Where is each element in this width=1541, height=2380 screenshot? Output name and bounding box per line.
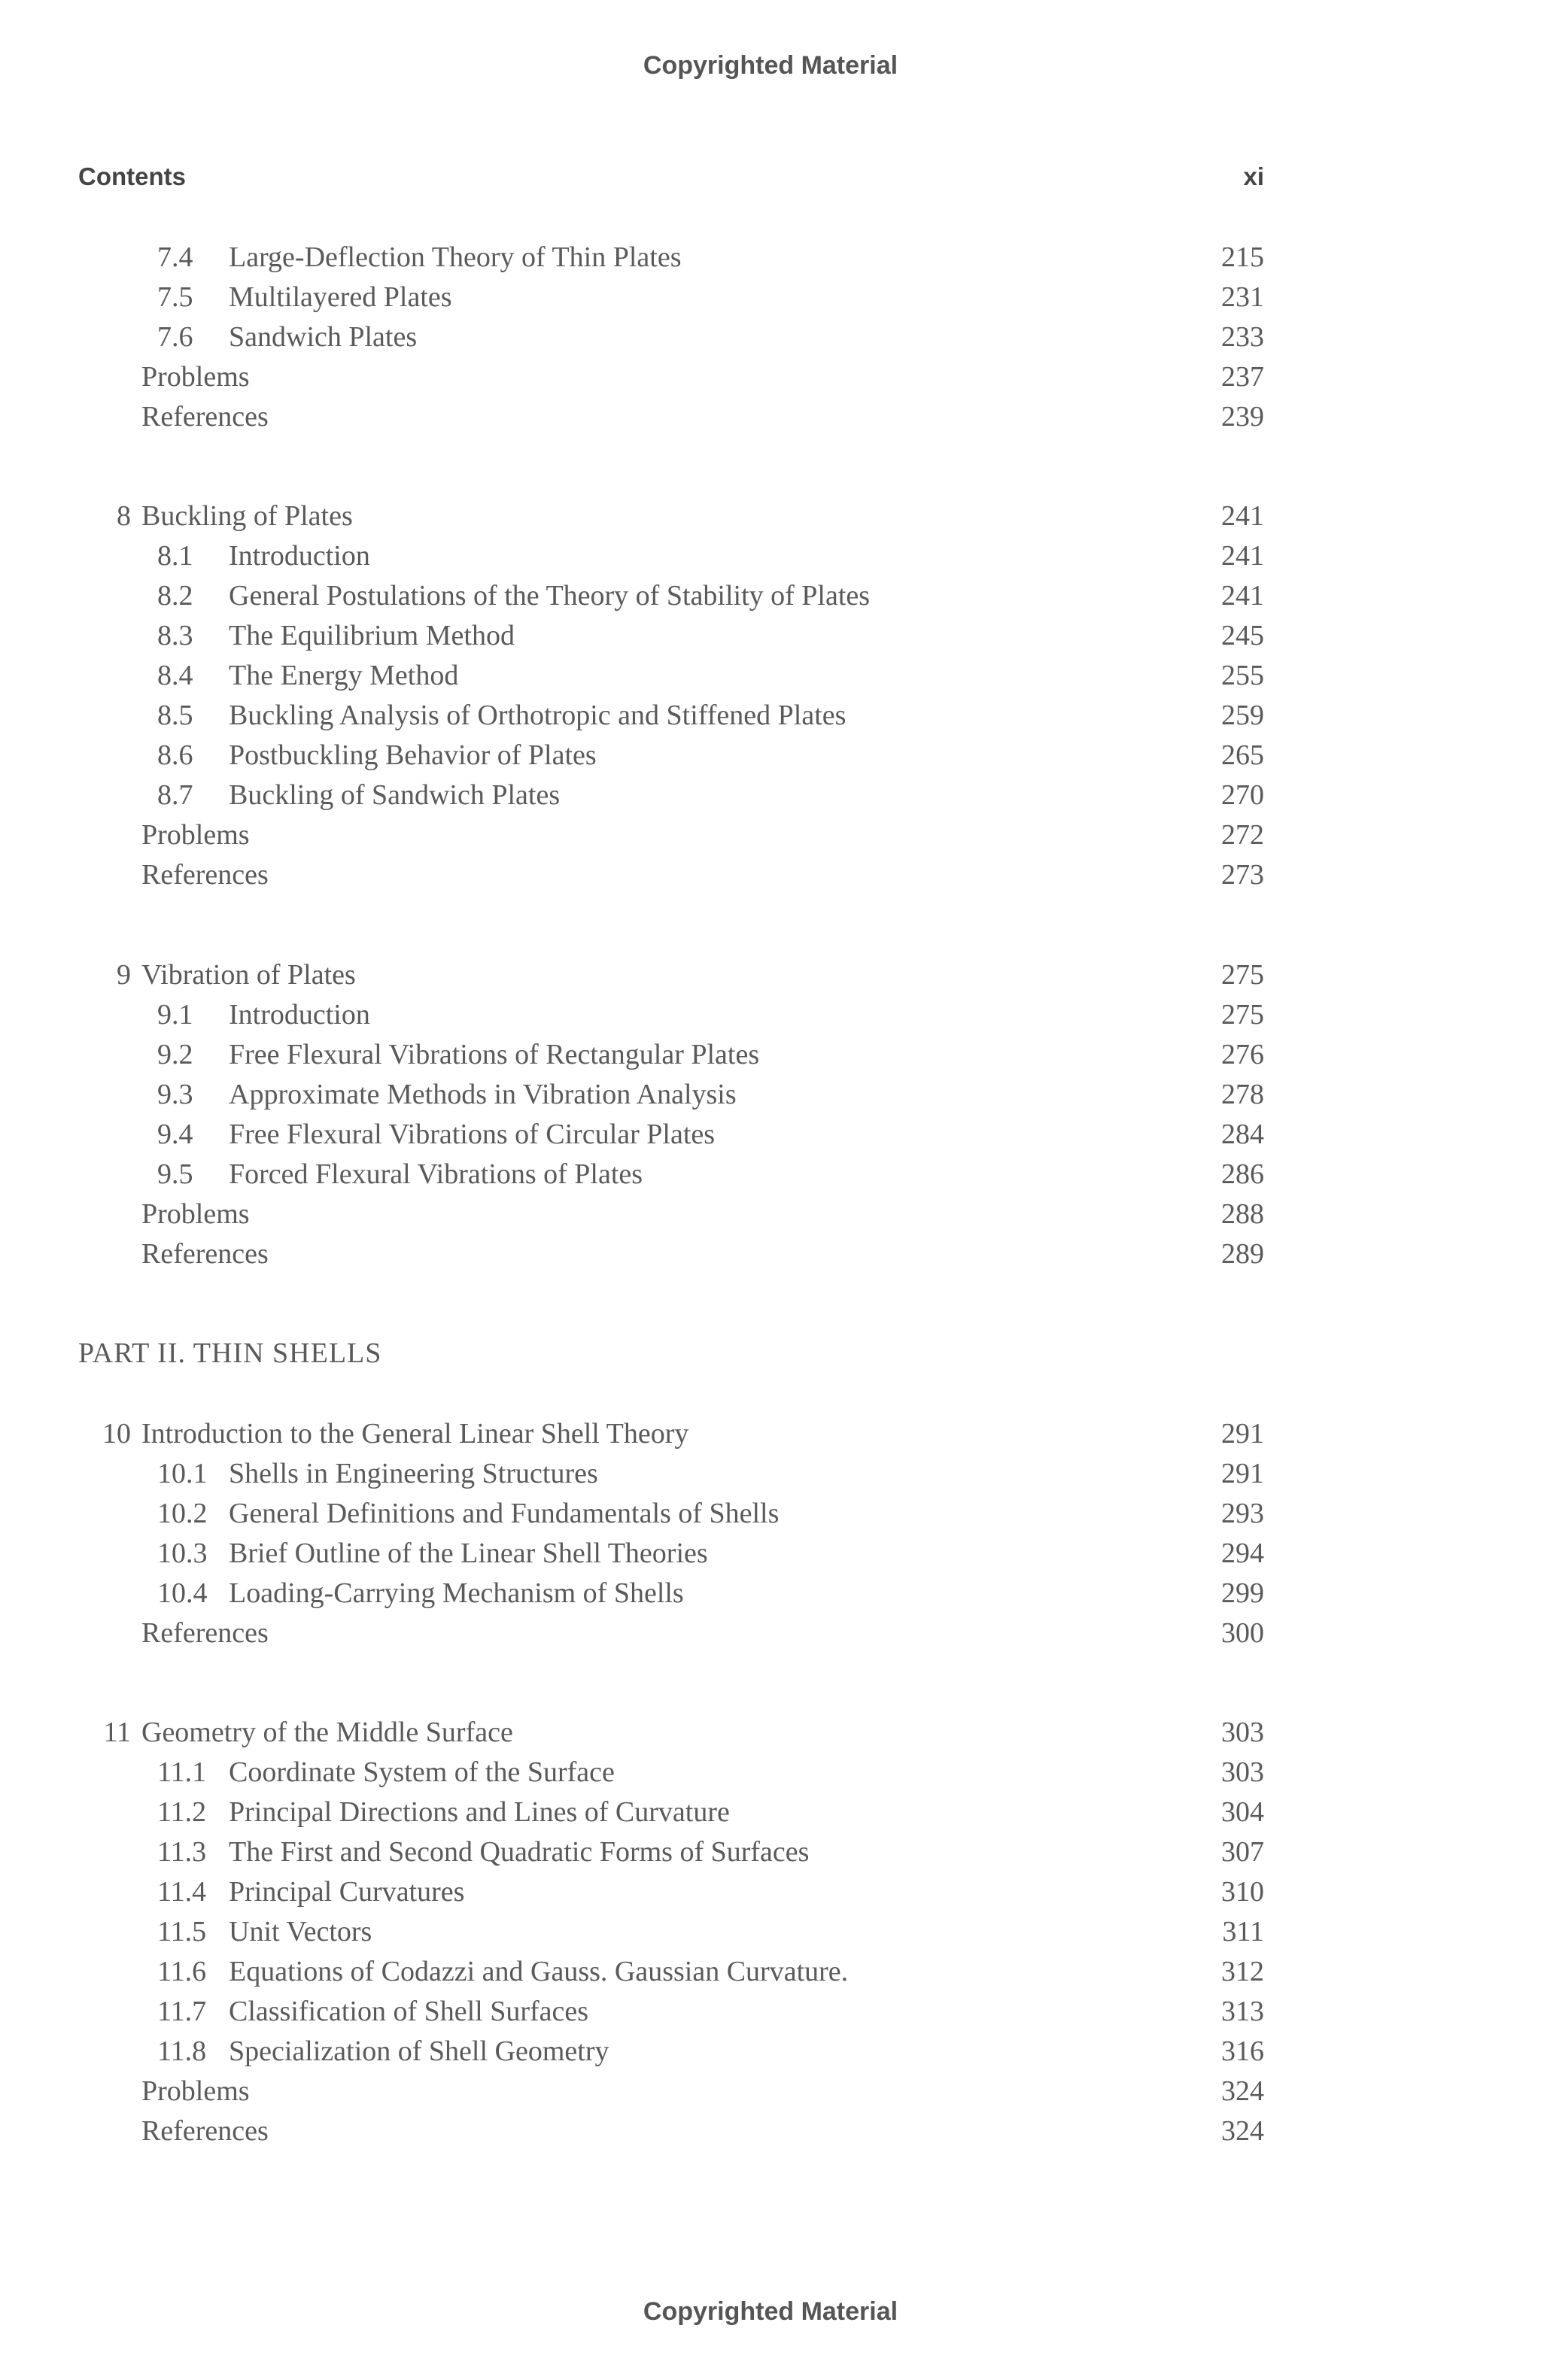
chapter-number: 11 [103, 1717, 131, 1748]
entry-title: The Energy Method [229, 660, 459, 691]
page-number: 241 [1221, 500, 1264, 532]
toc-section-entry[interactable] [78, 1874, 1264, 1910]
page-number: 289 [1221, 1238, 1264, 1270]
toc-section-entry[interactable] [78, 1834, 1264, 1870]
entry-title: Unit Vectors [229, 1916, 372, 1947]
entry-title: Equations of Codazzi and Gauss. Gaussian Curvature. [229, 1956, 849, 1987]
toc-section-entry[interactable] [78, 1535, 1264, 1571]
toc-entry[interactable] [78, 2073, 1264, 2109]
part-heading: PART II. THIN SHELLS [78, 1337, 382, 1369]
section-number: 10.1 [157, 1458, 208, 1489]
page-number: 313 [1221, 1996, 1264, 2027]
section-number: 11.6 [157, 1956, 207, 1987]
entry-title: Problems [141, 361, 250, 393]
section-number: 7.4 [157, 241, 193, 273]
entry-title: Buckling of Sandwich Plates [229, 779, 561, 811]
entry-title: Sandwich Plates [229, 321, 418, 353]
toc-entry[interactable] [78, 1196, 1264, 1232]
page-number: 272 [1221, 819, 1264, 851]
toc-chapter-entry[interactable] [78, 498, 1264, 534]
entry-title: Brief Outline of the Linear Shell Theories [229, 1538, 708, 1569]
running-header-page-number: xi [1243, 162, 1264, 190]
entry-title: References [141, 2115, 269, 2147]
page-number: 259 [1221, 700, 1264, 731]
toc-chapter-entry[interactable] [78, 1714, 1264, 1750]
section-number: 9.2 [157, 1039, 193, 1070]
entry-title: References [141, 1238, 269, 1270]
page-number: 275 [1221, 999, 1264, 1031]
entry-title: Vibration of Plates [141, 959, 356, 991]
section-number: 9.1 [157, 999, 193, 1031]
page-number: 239 [1221, 401, 1264, 433]
section-number: 9.5 [157, 1158, 193, 1190]
page-number: 291 [1221, 1458, 1264, 1489]
toc-section-entry[interactable] [78, 777, 1264, 813]
page-number: 233 [1221, 321, 1264, 353]
toc-section-entry[interactable] [78, 279, 1264, 315]
toc-section-entry[interactable] [78, 538, 1264, 574]
toc-section-entry[interactable] [78, 1156, 1264, 1192]
page-number: 276 [1221, 1039, 1264, 1070]
section-number: 11.1 [157, 1756, 207, 1788]
section-number: 7.6 [157, 321, 193, 353]
toc-section-entry[interactable] [78, 618, 1264, 654]
toc-entry[interactable] [78, 857, 1264, 893]
toc-section-entry[interactable] [78, 1953, 1264, 1990]
chapter-number: 9 [117, 959, 131, 991]
page-number: 245 [1221, 620, 1264, 651]
page-number: 231 [1221, 281, 1264, 313]
entry-title: Shells in Engineering Structures [229, 1458, 598, 1489]
entry-title: Approximate Methods in Vibration Analysis [229, 1079, 737, 1110]
toc-section-entry[interactable] [78, 1754, 1264, 1790]
entry-title: General Postulations of the Theory of Stability of Plates [229, 580, 871, 612]
section-number: 11.4 [157, 1876, 207, 1908]
entry-title: Multilayered Plates [229, 281, 452, 313]
entry-title: The Equilibrium Method [229, 620, 515, 651]
toc-chapter-entry[interactable] [78, 1416, 1264, 1452]
section-number: 8.5 [157, 700, 193, 731]
entry-title: Problems [141, 1198, 250, 1230]
toc-section-entry[interactable] [78, 239, 1264, 275]
page-number: 284 [1221, 1119, 1264, 1150]
chapter-number: 10 [102, 1418, 131, 1450]
page-number: 293 [1221, 1498, 1264, 1529]
entry-title: Postbuckling Behavior of Plates [229, 739, 597, 771]
toc-section-entry[interactable] [78, 697, 1264, 733]
page-number: 310 [1221, 1876, 1264, 1908]
toc-section-entry[interactable] [78, 1495, 1264, 1532]
page-number: 311 [1222, 1916, 1264, 1947]
toc-section-entry[interactable] [78, 1993, 1264, 2029]
page-number: 255 [1221, 660, 1264, 691]
toc-section-entry[interactable] [78, 1914, 1264, 1950]
toc-section-entry[interactable] [78, 1116, 1264, 1152]
section-number: 8.2 [157, 580, 193, 612]
page-number: 316 [1221, 2035, 1264, 2067]
toc-section-entry[interactable] [78, 1037, 1264, 1073]
entry-title: Free Flexural Vibrations of Rectangular Plates [229, 1039, 760, 1070]
entry-title: The First and Second Quadratic Forms of Surfaces [229, 1836, 810, 1868]
page-number: 273 [1221, 859, 1264, 891]
entry-title: Classification of Shell Surfaces [229, 1996, 589, 2027]
section-number: 10.4 [157, 1577, 208, 1609]
page-number: 304 [1221, 1796, 1264, 1828]
entry-title: Geometry of the Middle Surface [141, 1717, 513, 1748]
toc-section-entry[interactable] [78, 1456, 1264, 1492]
entry-title: Principal Directions and Lines of Curvature [229, 1796, 730, 1828]
toc-section-entry[interactable] [78, 1794, 1264, 1830]
toc-section-entry[interactable] [78, 578, 1264, 614]
toc-section-entry[interactable] [78, 319, 1264, 355]
page-number: 265 [1221, 739, 1264, 771]
toc-section-entry[interactable] [78, 737, 1264, 773]
page-number: 241 [1221, 580, 1264, 612]
page-number: 324 [1221, 2115, 1264, 2147]
page-number: 324 [1221, 2075, 1264, 2107]
page-number: 215 [1221, 241, 1264, 273]
entry-title: References [141, 1617, 269, 1649]
entry-title: Introduction to the General Linear Shell Theory [141, 1418, 689, 1450]
toc-entry[interactable] [78, 359, 1264, 395]
entry-title: References [141, 401, 269, 433]
section-number: 8.7 [157, 779, 193, 811]
entry-title: Large-Deflection Theory of Thin Plates [229, 241, 682, 273]
toc-entry[interactable] [78, 2113, 1264, 2149]
page-number: 303 [1221, 1756, 1264, 1788]
entry-title: Introduction [229, 540, 370, 572]
section-number: 8.6 [157, 739, 193, 771]
toc-entry[interactable] [78, 399, 1264, 435]
watermark-top: Copyrighted Material [643, 51, 898, 80]
page-number: 288 [1221, 1198, 1264, 1230]
section-number: 9.3 [157, 1079, 193, 1110]
toc-entry[interactable] [78, 817, 1264, 853]
section-number: 7.5 [157, 281, 193, 313]
entry-title: General Definitions and Fundamentals of Shells [229, 1498, 780, 1529]
section-number: 9.4 [157, 1119, 193, 1150]
section-number: 11.8 [157, 2035, 207, 2067]
entry-title: Buckling of Plates [141, 500, 353, 532]
toc-section-entry[interactable] [78, 2033, 1264, 2069]
running-header-title: Contents [78, 162, 186, 190]
section-number: 8.3 [157, 620, 193, 651]
page-number: 275 [1221, 959, 1264, 991]
chapter-number: 8 [117, 500, 131, 532]
toc-entry[interactable] [78, 1236, 1264, 1272]
entry-title: Problems [141, 819, 250, 851]
section-number: 11.5 [157, 1916, 207, 1947]
section-number: 10.3 [157, 1538, 208, 1569]
toc-entry[interactable] [78, 1615, 1264, 1651]
page-number: 291 [1221, 1418, 1264, 1450]
section-number: 8.1 [157, 540, 193, 572]
toc-chapter-entry[interactable] [78, 957, 1264, 993]
entry-title: Introduction [229, 999, 370, 1031]
section-number: 11.3 [157, 1836, 207, 1868]
section-number: 10.2 [157, 1498, 208, 1529]
section-number: 8.4 [157, 660, 193, 691]
entry-title: Principal Curvatures [229, 1876, 465, 1908]
page-number: 286 [1221, 1158, 1264, 1190]
toc-section-entry[interactable] [78, 997, 1264, 1033]
entry-title: Loading-Carrying Mechanism of Shells [229, 1577, 684, 1609]
section-number: 11.2 [157, 1796, 207, 1828]
page-number: 300 [1221, 1617, 1264, 1649]
toc-section-entry[interactable] [78, 1575, 1264, 1611]
entry-title: Coordinate System of the Surface [229, 1756, 615, 1788]
page-number: 303 [1221, 1717, 1264, 1748]
page-number: 278 [1221, 1079, 1264, 1110]
entry-title: Buckling Analysis of Orthotropic and Stiffened Plates [229, 700, 846, 731]
toc-section-entry[interactable] [78, 657, 1264, 694]
page-number: 237 [1221, 361, 1264, 393]
entry-title: Problems [141, 2075, 250, 2107]
page-number: 299 [1221, 1577, 1264, 1609]
section-number: 11.7 [157, 1996, 207, 2027]
watermark-bottom: Copyrighted Material [643, 2297, 898, 2326]
entry-title: Specialization of Shell Geometry [229, 2035, 609, 2067]
page-number: 270 [1221, 779, 1264, 811]
page-number: 307 [1221, 1836, 1264, 1868]
entry-title: Forced Flexural Vibrations of Plates [229, 1158, 643, 1190]
entry-title: Free Flexural Vibrations of Circular Plates [229, 1119, 716, 1150]
page-number: 241 [1221, 540, 1264, 572]
page-number: 294 [1221, 1538, 1264, 1569]
entry-title: References [141, 859, 269, 891]
page-number: 312 [1221, 1956, 1264, 1987]
toc-section-entry[interactable] [78, 1076, 1264, 1113]
